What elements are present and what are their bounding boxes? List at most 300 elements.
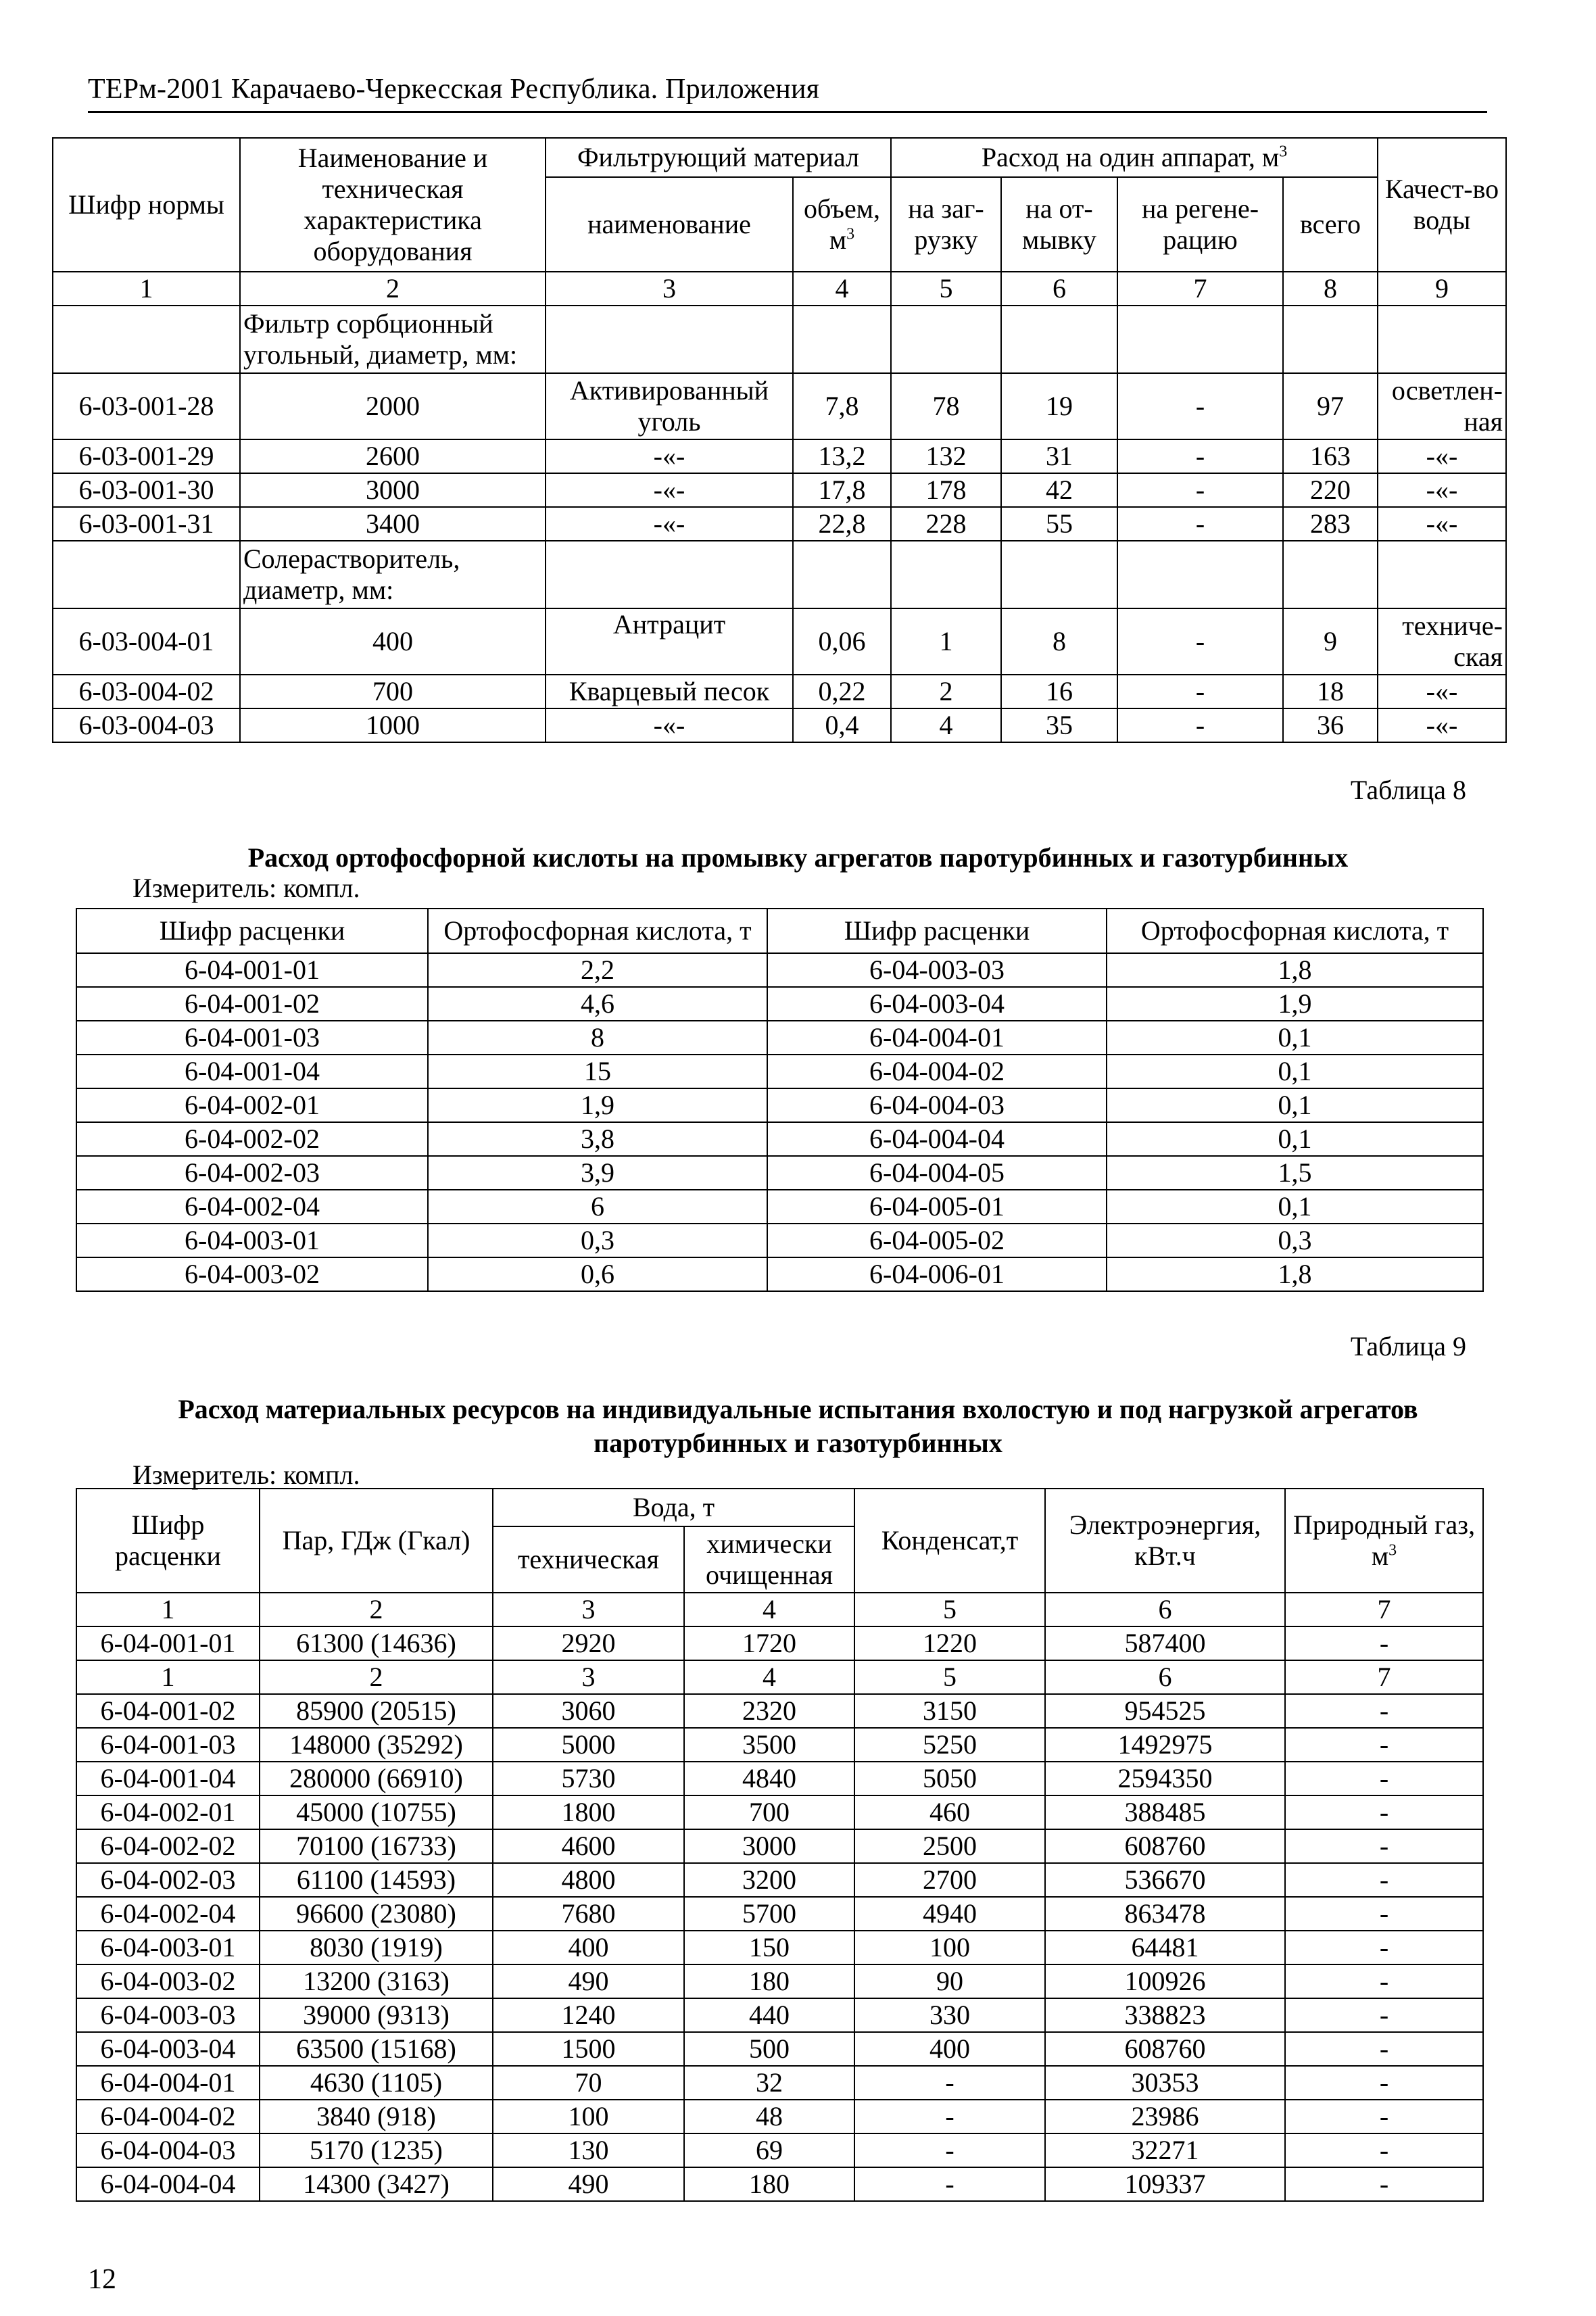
cell: 6-04-001-03 bbox=[76, 1021, 428, 1055]
cell: 48 bbox=[684, 2100, 854, 2133]
cell: - bbox=[1285, 1964, 1483, 1998]
cell: 338823 bbox=[1045, 1998, 1285, 2032]
cell: - bbox=[1285, 1626, 1483, 1660]
cell: 608760 bbox=[1045, 2032, 1285, 2066]
t7-num: 8 bbox=[1283, 272, 1378, 306]
cell: 6-04-002-01 bbox=[76, 1088, 428, 1122]
cell: 6-04-001-03 bbox=[76, 1728, 260, 1762]
table-row bbox=[53, 675, 1506, 708]
cell: 6-04-004-01 bbox=[767, 1021, 1107, 1055]
cell: 180 bbox=[684, 2167, 854, 2201]
cell: 700 bbox=[684, 1795, 854, 1829]
cell: 14300 (3427) bbox=[260, 2167, 493, 2201]
cell: 0,22 bbox=[793, 675, 891, 708]
t8-header: Ортофосфорная кислота, т bbox=[1107, 909, 1483, 953]
t9-header-water: Вода, т bbox=[493, 1489, 854, 1526]
cell: 6-04-001-01 bbox=[76, 1626, 260, 1660]
table-row bbox=[76, 1863, 1483, 1897]
cell: -«- bbox=[1378, 439, 1506, 473]
cell: 35 bbox=[1001, 708, 1117, 742]
cell: 6-04-003-04 bbox=[76, 2032, 260, 2066]
cell: 7,8 bbox=[793, 373, 891, 439]
cell: 150 bbox=[684, 1931, 854, 1964]
cell: 70 bbox=[493, 2066, 684, 2100]
cell: 6-04-004-03 bbox=[767, 1088, 1107, 1122]
cell: 6-04-004-04 bbox=[76, 2167, 260, 2201]
cell: 1000 bbox=[240, 708, 546, 742]
cell: 587400 bbox=[1045, 1626, 1285, 1660]
table-phosphoric-acid bbox=[76, 908, 1484, 1292]
table-row bbox=[53, 373, 1506, 439]
table-row bbox=[76, 2133, 1483, 2167]
cell: 9 bbox=[1283, 608, 1378, 675]
cell: 5170 (1235) bbox=[260, 2133, 493, 2167]
cell: 0,6 bbox=[428, 1257, 767, 1291]
t7-num: 2 bbox=[240, 272, 546, 306]
t7-group-row bbox=[53, 306, 1506, 373]
cell: 608760 bbox=[1045, 1829, 1285, 1863]
cell: 6-03-001-28 bbox=[53, 373, 240, 439]
cell: 1240 bbox=[493, 1998, 684, 2032]
cell: 536670 bbox=[1045, 1863, 1285, 1897]
table-row bbox=[76, 1626, 1483, 1660]
t7-group-label: Солерастворитель, диаметр, мм: bbox=[240, 541, 546, 608]
cell: 32271 bbox=[1045, 2133, 1285, 2167]
cell: 148000 (35292) bbox=[260, 1728, 493, 1762]
table-filters bbox=[52, 137, 1507, 743]
cell: 5250 bbox=[854, 1728, 1045, 1762]
cell: 1 bbox=[891, 608, 1001, 675]
t7-header-quality: Качест-во воды bbox=[1378, 138, 1506, 272]
table-row bbox=[76, 1156, 1483, 1190]
cell: 13,2 bbox=[793, 439, 891, 473]
cell: 61100 (14593) bbox=[260, 1863, 493, 1897]
cell: 109337 bbox=[1045, 2167, 1285, 2201]
t9-header-chem: химически очищенная bbox=[684, 1526, 854, 1593]
cell: 6-04-005-01 bbox=[767, 1190, 1107, 1224]
t9-num: 5 bbox=[854, 1660, 1045, 1694]
cell: осветлен-ная bbox=[1378, 373, 1506, 439]
t7-header-fname: наименование bbox=[546, 177, 793, 272]
cell: - bbox=[1285, 1829, 1483, 1863]
cell: 1,8 bbox=[1107, 953, 1483, 987]
cell: 954525 bbox=[1045, 1694, 1285, 1728]
cell: 3400 bbox=[240, 507, 546, 541]
t9-num: 2 bbox=[260, 1593, 493, 1626]
t9-num: 4 bbox=[684, 1660, 854, 1694]
cell: - bbox=[1117, 507, 1283, 541]
cell: - bbox=[1117, 439, 1283, 473]
cell: - bbox=[1285, 1998, 1483, 2032]
cell: 0,4 bbox=[793, 708, 891, 742]
cell: 283 bbox=[1283, 507, 1378, 541]
t9-header-electricity: Электроэнергия, кВт.ч bbox=[1045, 1489, 1285, 1593]
cell: Антрацит bbox=[546, 608, 793, 675]
table-material-resources bbox=[76, 1488, 1484, 2202]
t9-header-condensate: Конденсат,т bbox=[854, 1489, 1045, 1593]
t7-header-total: всего bbox=[1283, 177, 1378, 272]
table-row bbox=[76, 1931, 1483, 1964]
cell: -«- bbox=[546, 473, 793, 507]
cell: 17,8 bbox=[793, 473, 891, 507]
cell: -«- bbox=[1378, 473, 1506, 507]
cell: 6-04-003-02 bbox=[76, 1964, 260, 1998]
cell: -«- bbox=[546, 507, 793, 541]
table-row bbox=[76, 1694, 1483, 1728]
running-header: ТЕРм-2001 Карачаево-Черкесская Республика. Приложения bbox=[88, 74, 820, 105]
cell: 70100 (16733) bbox=[260, 1829, 493, 1863]
table-9-label: Таблица 9 bbox=[1350, 1331, 1466, 1361]
cell: -«- bbox=[1378, 675, 1506, 708]
cell: 0,1 bbox=[1107, 1021, 1483, 1055]
cell: 388485 bbox=[1045, 1795, 1285, 1829]
cell: 178 bbox=[891, 473, 1001, 507]
cell: 6-04-001-02 bbox=[76, 987, 428, 1021]
cell: 6-04-002-04 bbox=[76, 1897, 260, 1931]
table-row bbox=[76, 1829, 1483, 1863]
table-9-title-line1: Расход материальных ресурсов на индивидуальные испытания вхолостую и под нагрузкой агрегатов bbox=[178, 1394, 1418, 1424]
cell: 6-04-006-01 bbox=[767, 1257, 1107, 1291]
table-row bbox=[76, 2167, 1483, 2201]
cell: - bbox=[1285, 2100, 1483, 2133]
table-row bbox=[76, 2032, 1483, 2066]
table-row bbox=[76, 1021, 1483, 1055]
cell: 13200 (3163) bbox=[260, 1964, 493, 1998]
cell: 32 bbox=[684, 2066, 854, 2100]
table-row bbox=[76, 987, 1483, 1021]
cell: 5730 bbox=[493, 1762, 684, 1795]
cell: 6-04-001-01 bbox=[76, 953, 428, 987]
cell: 400 bbox=[854, 2032, 1045, 2066]
t9-num: 7 bbox=[1285, 1660, 1483, 1694]
cell: 3,9 bbox=[428, 1156, 767, 1190]
t9-num: 2 bbox=[260, 1660, 493, 1694]
cell: 1,9 bbox=[1107, 987, 1483, 1021]
cell: 6-04-003-01 bbox=[76, 1931, 260, 1964]
cell: 6-04-004-04 bbox=[767, 1122, 1107, 1156]
cell: - bbox=[1285, 1795, 1483, 1829]
cell: 163 bbox=[1283, 439, 1378, 473]
t9-num: 1 bbox=[76, 1593, 260, 1626]
table-row bbox=[53, 708, 1506, 742]
cell: 1720 bbox=[684, 1626, 854, 1660]
t7-header-regen: на регене-рацию bbox=[1117, 177, 1283, 272]
table-row bbox=[76, 1964, 1483, 1998]
cell: - bbox=[854, 2066, 1045, 2100]
table-row bbox=[76, 1224, 1483, 1257]
cell: 15 bbox=[428, 1055, 767, 1088]
cell: 0,1 bbox=[1107, 1055, 1483, 1088]
cell: 6-04-004-02 bbox=[767, 1055, 1107, 1088]
cell: - bbox=[1117, 373, 1283, 439]
table-row bbox=[53, 608, 1506, 675]
cell: 100926 bbox=[1045, 1964, 1285, 1998]
cell: 3200 bbox=[684, 1863, 854, 1897]
cell: 3,8 bbox=[428, 1122, 767, 1156]
table-8-measure: Измеритель: компл. bbox=[132, 873, 360, 903]
cell: -«- bbox=[546, 439, 793, 473]
cell: 6-04-001-04 bbox=[76, 1762, 260, 1795]
t9-num: 7 bbox=[1285, 1593, 1483, 1626]
cell: - bbox=[1285, 1863, 1483, 1897]
t7-num: 3 bbox=[546, 272, 793, 306]
cell: 85900 (20515) bbox=[260, 1694, 493, 1728]
header-rule bbox=[88, 111, 1487, 113]
cell: 4 bbox=[891, 708, 1001, 742]
cell: - bbox=[1285, 2066, 1483, 2100]
cell: 2594350 bbox=[1045, 1762, 1285, 1795]
cell: 6 bbox=[428, 1190, 767, 1224]
cell: 0,3 bbox=[1107, 1224, 1483, 1257]
t9-column-numbers-repeat bbox=[76, 1660, 1483, 1694]
cell: 6-04-004-02 bbox=[76, 2100, 260, 2133]
cell: 1500 bbox=[493, 2032, 684, 2066]
cell: 6-04-004-03 bbox=[76, 2133, 260, 2167]
cell: 4840 bbox=[684, 1762, 854, 1795]
table-8-title: Расход ортофосфорной кислоты на промывку агрегатов паротурбинных и газотурбинных bbox=[247, 842, 1349, 873]
cell: 4800 bbox=[493, 1863, 684, 1897]
cell: 4600 bbox=[493, 1829, 684, 1863]
t7-num: 1 bbox=[53, 272, 240, 306]
cell: 5700 bbox=[684, 1897, 854, 1931]
t9-num: 6 bbox=[1045, 1660, 1285, 1694]
cell: 0,3 bbox=[428, 1224, 767, 1257]
cell: 490 bbox=[493, 2167, 684, 2201]
table-row bbox=[76, 1257, 1483, 1291]
cell: 42 bbox=[1001, 473, 1117, 507]
cell: 100 bbox=[854, 1931, 1045, 1964]
t7-header-load: на заг-рузку bbox=[891, 177, 1001, 272]
cell: 6-04-001-04 bbox=[76, 1055, 428, 1088]
cell: 863478 bbox=[1045, 1897, 1285, 1931]
cell: 132 bbox=[891, 439, 1001, 473]
cell: 6-04-003-03 bbox=[767, 953, 1107, 987]
t8-header: Ортофосфорная кислота, т bbox=[428, 909, 767, 953]
table-row bbox=[76, 953, 1483, 987]
table-9-measure: Измеритель: компл. bbox=[132, 1459, 360, 1490]
table-row bbox=[76, 1795, 1483, 1829]
cell: 700 bbox=[240, 675, 546, 708]
cell: - bbox=[1117, 608, 1283, 675]
cell: 2320 bbox=[684, 1694, 854, 1728]
cell: - bbox=[1285, 1694, 1483, 1728]
t7-header-filter: Фильтрующий материал bbox=[546, 138, 891, 177]
cell: 6-03-001-30 bbox=[53, 473, 240, 507]
cell: 490 bbox=[493, 1964, 684, 1998]
cell: 180 bbox=[684, 1964, 854, 1998]
cell: 1800 bbox=[493, 1795, 684, 1829]
cell: 6-04-004-01 bbox=[76, 2066, 260, 2100]
cell: 2 bbox=[891, 675, 1001, 708]
cell: 3000 bbox=[684, 1829, 854, 1863]
cell: - bbox=[854, 2167, 1045, 2201]
t8-header: Шифр расценки bbox=[76, 909, 428, 953]
cell: 23986 bbox=[1045, 2100, 1285, 2133]
cell: 2600 bbox=[240, 439, 546, 473]
t7-header-wash: на от-мывку bbox=[1001, 177, 1117, 272]
cell: 2700 bbox=[854, 1863, 1045, 1897]
cell: 30353 bbox=[1045, 2066, 1285, 2100]
cell: 1220 bbox=[854, 1626, 1045, 1660]
t7-num: 7 bbox=[1117, 272, 1283, 306]
cell: 6-03-004-03 bbox=[53, 708, 240, 742]
cell: - bbox=[854, 2133, 1045, 2167]
t9-num: 3 bbox=[493, 1660, 684, 1694]
cell: 97 bbox=[1283, 373, 1378, 439]
t7-num: 4 bbox=[793, 272, 891, 306]
cell: 400 bbox=[240, 608, 546, 675]
cell: 5000 bbox=[493, 1728, 684, 1762]
table-row bbox=[76, 1055, 1483, 1088]
cell: 39000 (9313) bbox=[260, 1998, 493, 2032]
cell: 460 bbox=[854, 1795, 1045, 1829]
cell: 4630 (1105) bbox=[260, 2066, 493, 2100]
cell: 6-04-002-04 bbox=[76, 1190, 428, 1224]
cell: - bbox=[1285, 2133, 1483, 2167]
cell: 6-04-005-02 bbox=[767, 1224, 1107, 1257]
cell: 0,1 bbox=[1107, 1122, 1483, 1156]
table-row bbox=[76, 1190, 1483, 1224]
cell: 22,8 bbox=[793, 507, 891, 541]
cell: - bbox=[1285, 2032, 1483, 2066]
t7-header-name: Наименование и техническая характеристика оборудования bbox=[240, 138, 546, 272]
cell: Кварцевый песок bbox=[546, 675, 793, 708]
cell: 228 bbox=[891, 507, 1001, 541]
cell: 6-04-002-01 bbox=[76, 1795, 260, 1829]
t7-column-numbers bbox=[53, 272, 1506, 306]
cell: 45000 (10755) bbox=[260, 1795, 493, 1829]
t9-header-gas: Природный газ, $м^3$ bbox=[1285, 1489, 1483, 1593]
cell: 55 bbox=[1001, 507, 1117, 541]
cell: - bbox=[854, 2100, 1045, 2133]
table-row bbox=[53, 507, 1506, 541]
cell: 0,1 bbox=[1107, 1190, 1483, 1224]
cell: 330 bbox=[854, 1998, 1045, 2032]
cell: 6-04-003-01 bbox=[76, 1224, 428, 1257]
cell: 6-04-002-02 bbox=[76, 1122, 428, 1156]
cell: 6-03-004-01 bbox=[53, 608, 240, 675]
cell: - bbox=[1285, 1762, 1483, 1795]
cell: 96600 (23080) bbox=[260, 1897, 493, 1931]
cell: 1,8 bbox=[1107, 1257, 1483, 1291]
cell: 6-04-004-05 bbox=[767, 1156, 1107, 1190]
cell: 130 bbox=[493, 2133, 684, 2167]
cell: 8 bbox=[1001, 608, 1117, 675]
cell: 2920 bbox=[493, 1626, 684, 1660]
cell: 6-04-002-02 bbox=[76, 1829, 260, 1863]
cell: 8030 (1919) bbox=[260, 1931, 493, 1964]
t7-header-fvol: объем, $м^3$ bbox=[793, 177, 891, 272]
cell: 6-03-004-02 bbox=[53, 675, 240, 708]
cell: 5050 bbox=[854, 1762, 1045, 1795]
cell: 3150 bbox=[854, 1694, 1045, 1728]
t7-num: 6 bbox=[1001, 272, 1117, 306]
cell: 100 bbox=[493, 2100, 684, 2133]
t9-header-steam: Пар, ГДж (Гкал) bbox=[260, 1489, 493, 1593]
cell: 3500 bbox=[684, 1728, 854, 1762]
table-row bbox=[53, 473, 1506, 507]
t7-group-label: Фильтр сорбционный угольный, диаметр, мм: bbox=[240, 306, 546, 373]
cell: 1,9 bbox=[428, 1088, 767, 1122]
table-8-label: Таблица 8 bbox=[1350, 775, 1466, 805]
t7-header-shifr: Шифр нормы bbox=[53, 138, 240, 272]
cell: - bbox=[1117, 708, 1283, 742]
cell: 4,6 bbox=[428, 987, 767, 1021]
cell: 1,5 bbox=[1107, 1156, 1483, 1190]
cell: 36 bbox=[1283, 708, 1378, 742]
t9-num: 5 bbox=[854, 1593, 1045, 1626]
t7-num: 9 bbox=[1378, 272, 1506, 306]
cell: 6-03-001-31 bbox=[53, 507, 240, 541]
cell: 2,2 bbox=[428, 953, 767, 987]
cell: 3060 bbox=[493, 1694, 684, 1728]
cell: - bbox=[1285, 1931, 1483, 1964]
cell: 2000 bbox=[240, 373, 546, 439]
cell: 6-03-001-29 bbox=[53, 439, 240, 473]
t7-group-row bbox=[53, 541, 1506, 608]
cell: Активированный уголь bbox=[546, 373, 793, 439]
cell: 0,1 bbox=[1107, 1088, 1483, 1122]
cell: 500 bbox=[684, 2032, 854, 2066]
cell: - bbox=[1285, 1897, 1483, 1931]
cell: 3000 bbox=[240, 473, 546, 507]
table-row bbox=[76, 1122, 1483, 1156]
cell: 440 bbox=[684, 1998, 854, 2032]
cell: 1492975 bbox=[1045, 1728, 1285, 1762]
table-row bbox=[76, 2066, 1483, 2100]
cell: 61300 (14636) bbox=[260, 1626, 493, 1660]
t9-num: 3 bbox=[493, 1593, 684, 1626]
table-row bbox=[76, 1088, 1483, 1122]
page-number: 12 bbox=[88, 2264, 116, 2295]
cell: техниче-ская bbox=[1378, 608, 1506, 675]
cell: 63500 (15168) bbox=[260, 2032, 493, 2066]
cell: 16 bbox=[1001, 675, 1117, 708]
cell: 78 bbox=[891, 373, 1001, 439]
cell: 220 bbox=[1283, 473, 1378, 507]
cell: - bbox=[1285, 2167, 1483, 2201]
cell: 6-04-003-03 bbox=[76, 1998, 260, 2032]
table-row bbox=[76, 1762, 1483, 1795]
cell: 4940 bbox=[854, 1897, 1045, 1931]
t9-header-shifr: Шифр расценки bbox=[76, 1489, 260, 1593]
cell: 64481 bbox=[1045, 1931, 1285, 1964]
table-row bbox=[76, 1728, 1483, 1762]
t9-num: 1 bbox=[76, 1660, 260, 1694]
cell: - bbox=[1117, 473, 1283, 507]
cell: 31 bbox=[1001, 439, 1117, 473]
t8-header: Шифр расценки bbox=[767, 909, 1107, 953]
cell: 6-04-002-03 bbox=[76, 1156, 428, 1190]
cell: 6-04-001-02 bbox=[76, 1694, 260, 1728]
table-row bbox=[53, 439, 1506, 473]
cell: 400 bbox=[493, 1931, 684, 1964]
table-row bbox=[76, 1897, 1483, 1931]
cell: 69 bbox=[684, 2133, 854, 2167]
t7-num: 5 bbox=[891, 272, 1001, 306]
cell: 90 bbox=[854, 1964, 1045, 1998]
cell: 19 bbox=[1001, 373, 1117, 439]
t7-header-rashod: Расход на один аппарат, $м^3$ bbox=[891, 138, 1378, 177]
table-row bbox=[76, 1998, 1483, 2032]
cell: 3840 (918) bbox=[260, 2100, 493, 2133]
cell: - bbox=[1285, 1728, 1483, 1762]
t9-header-tech: техническая bbox=[493, 1526, 684, 1593]
cell: 0,06 bbox=[793, 608, 891, 675]
cell: 280000 (66910) bbox=[260, 1762, 493, 1795]
t9-num: 6 bbox=[1045, 1593, 1285, 1626]
cell: 2500 bbox=[854, 1829, 1045, 1863]
